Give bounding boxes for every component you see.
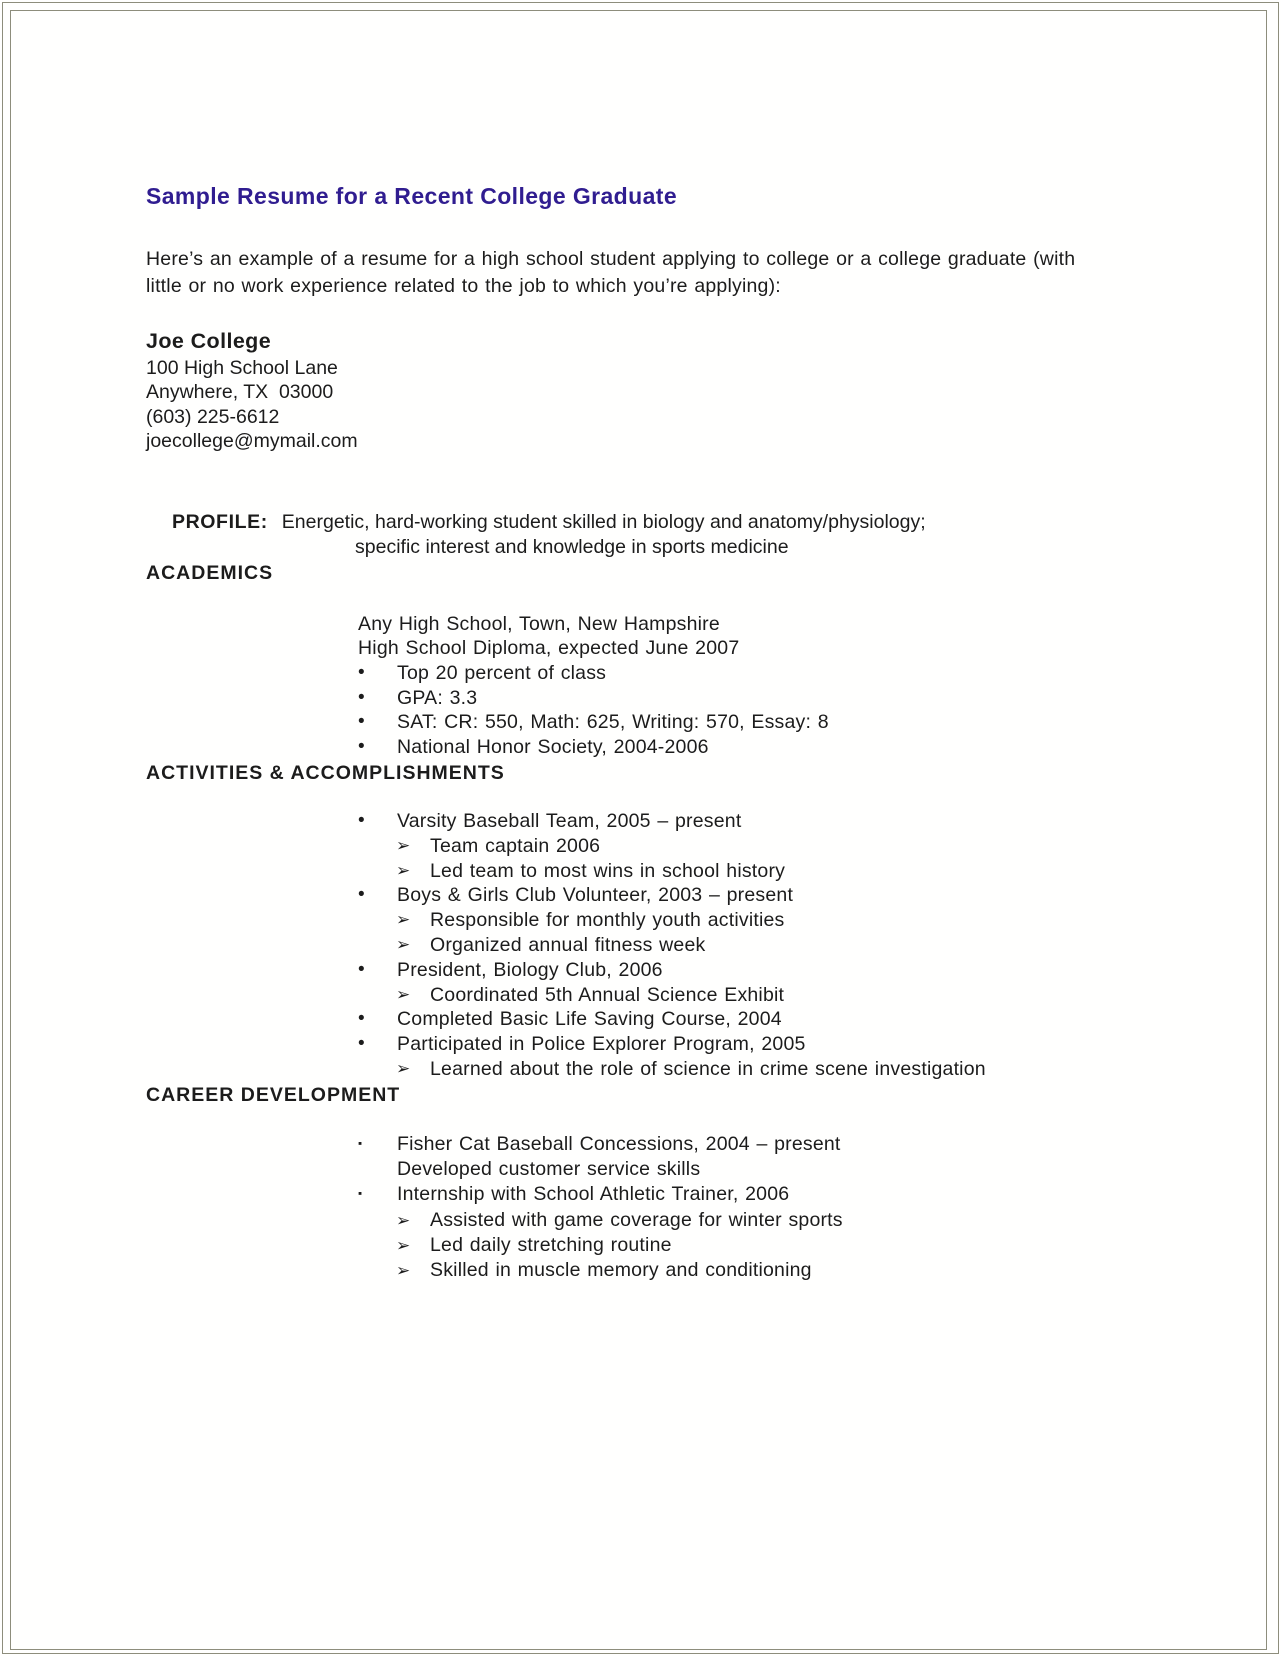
activities-block bbox=[358, 809, 1106, 1082]
bullet-icon: • bbox=[358, 1033, 365, 1055]
list-item-text: Participated in Police Explorer Program, 2005 bbox=[397, 1033, 806, 1056]
list-item bbox=[358, 809, 1106, 834]
list-item bbox=[358, 883, 1106, 908]
bullet-icon: • bbox=[358, 958, 365, 980]
profile-text-line2: specific interest and knowledge in sports medicine bbox=[355, 535, 789, 558]
sub-list-item-text: Organized annual fitness week bbox=[430, 933, 706, 956]
sub-list-item-text: Coordinated 5th Annual Science Exhibit bbox=[430, 983, 785, 1006]
bullet-icon: • bbox=[358, 736, 365, 758]
bullet-icon: • bbox=[358, 711, 365, 733]
page-title: Sample Resume for a Recent College Graduate bbox=[146, 183, 678, 209]
list-item bbox=[358, 661, 1106, 686]
section-heading-academics: ACADEMICS bbox=[146, 561, 274, 584]
list-item-continuation bbox=[358, 1157, 1106, 1182]
sub-list-item bbox=[396, 983, 1106, 1008]
arrow-bullet-icon: ➢ bbox=[396, 934, 411, 954]
list-item-text: Developed customer service skills bbox=[397, 1158, 701, 1181]
sub-list-item bbox=[396, 1233, 1106, 1258]
arrow-bullet-icon: ➢ bbox=[396, 1235, 411, 1255]
profile-text-line1: Energetic, hard-working student skilled in biology and anatomy/physiology; bbox=[281, 510, 926, 533]
contact-block bbox=[146, 327, 1106, 454]
arrow-bullet-icon: ➢ bbox=[396, 1210, 411, 1230]
list-item bbox=[358, 735, 1106, 760]
list-item-text: Boys & Girls Club Volunteer, 2003 – present bbox=[397, 884, 794, 907]
sub-list-item-text: Skilled in muscle memory and conditioning bbox=[430, 1259, 812, 1282]
contact-email: joecollege@mymail.com bbox=[146, 430, 358, 453]
sub-list-item-text: Responsible for monthly youth activities bbox=[430, 909, 785, 932]
list-item bbox=[358, 1182, 1106, 1207]
bullet-icon: • bbox=[358, 661, 365, 683]
list-item bbox=[358, 686, 1106, 711]
arrow-bullet-icon: ➢ bbox=[396, 984, 411, 1004]
sub-list-item-text: Led team to most wins in school history bbox=[430, 859, 786, 882]
sub-list-item bbox=[396, 1258, 1106, 1283]
list-item bbox=[358, 1032, 1106, 1057]
list-item-text: SAT: CR: 550, Math: 625, Writing: 570, Essay: 8 bbox=[397, 711, 829, 734]
academics-block bbox=[358, 612, 1106, 760]
sub-list-item bbox=[396, 834, 1106, 859]
list-item-text: Top 20 percent of class bbox=[397, 661, 607, 684]
sub-list-item bbox=[396, 908, 1106, 933]
sub-list-item-text: Learned about the role of science in crime scene investigation bbox=[430, 1057, 986, 1080]
school-line: Any High School, Town, New Hampshire bbox=[358, 612, 720, 635]
arrow-bullet-icon: ➢ bbox=[396, 1058, 411, 1078]
diploma-line: High School Diploma, expected June 2007 bbox=[358, 637, 740, 660]
profile-label: PROFILE: bbox=[172, 510, 268, 533]
list-item-text: President, Biology Club, 2006 bbox=[397, 958, 663, 981]
list-item-text: Internship with School Athletic Trainer, 2006 bbox=[397, 1183, 790, 1206]
list-item-text: Completed Basic Life Saving Course, 2004 bbox=[397, 1008, 782, 1031]
list-item-text: Varsity Baseball Team, 2005 – present bbox=[397, 810, 742, 832]
sub-list-item bbox=[396, 859, 1106, 884]
sub-list-item bbox=[396, 1208, 1106, 1233]
arrow-bullet-icon: ➢ bbox=[396, 860, 411, 880]
sub-list-item-text: Assisted with game coverage for winter sports bbox=[430, 1208, 843, 1231]
arrow-bullet-icon: ➢ bbox=[396, 1261, 411, 1281]
sub-list-item bbox=[396, 1057, 1106, 1082]
bullet-icon: • bbox=[358, 686, 365, 708]
profile-section bbox=[146, 510, 1106, 535]
list-item-text: GPA: 3.3 bbox=[397, 686, 478, 709]
arrow-bullet-icon: ➢ bbox=[396, 910, 411, 930]
list-item bbox=[358, 1132, 1106, 1157]
list-item-text: National Honor Society, 2004-2006 bbox=[397, 736, 709, 759]
contact-address-line2: Anywhere, TX 03000 bbox=[146, 381, 334, 404]
bullet-icon: • bbox=[358, 884, 365, 906]
bullet-icon: • bbox=[358, 810, 365, 831]
section-heading-career: CAREER DEVELOPMENT bbox=[146, 1083, 401, 1106]
arrow-bullet-icon: ➢ bbox=[396, 835, 411, 855]
list-item bbox=[358, 958, 1106, 983]
bullet-icon: • bbox=[358, 1008, 365, 1030]
sub-list-item-text: Team captain 2006 bbox=[430, 834, 601, 857]
list-item-text: Fisher Cat Baseball Concessions, 2004 – present bbox=[397, 1132, 841, 1155]
list-item bbox=[358, 710, 1106, 735]
square-bullet-icon: ▪ bbox=[358, 1137, 363, 1150]
section-heading-activities: ACTIVITIES & ACCOMPLISHMENTS bbox=[146, 762, 505, 784]
sub-list-item-text: Led daily stretching routine bbox=[430, 1233, 672, 1256]
intro-paragraph: Here’s an example of a resume for a high school student applying to college or a college graduate (with little or no work experience related to the job to which you’re applying): bbox=[146, 248, 1076, 297]
sub-list-item bbox=[396, 933, 1106, 958]
contact-phone: (603) 225-6612 bbox=[146, 405, 280, 428]
square-bullet-icon: ▪ bbox=[358, 1188, 363, 1201]
contact-address-line1: 100 High School Lane bbox=[146, 357, 338, 379]
career-block bbox=[358, 1132, 1106, 1284]
list-item bbox=[358, 1007, 1106, 1032]
contact-name: Joe College bbox=[146, 329, 272, 353]
